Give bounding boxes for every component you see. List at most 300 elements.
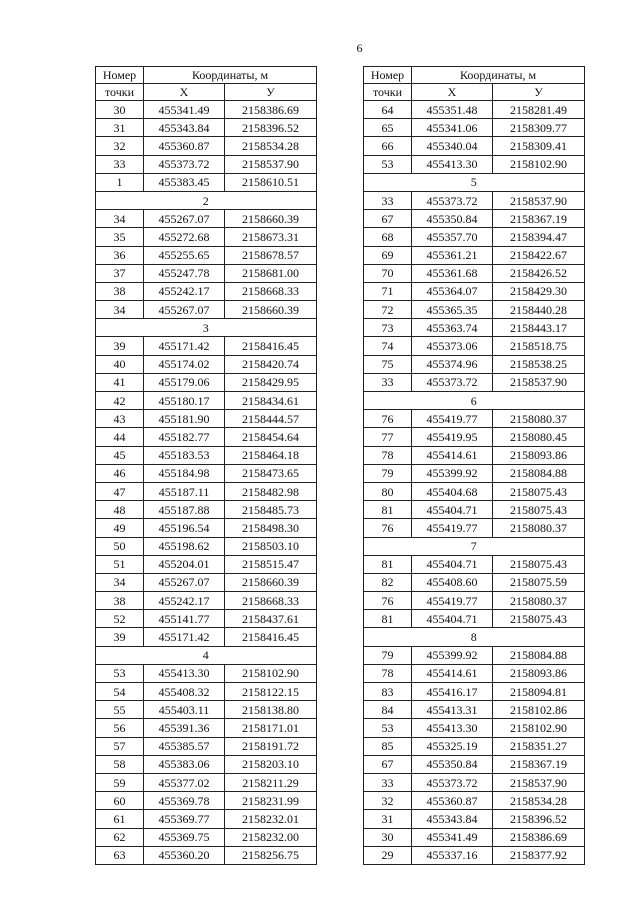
x-coordinate-cell: 455183.53 bbox=[144, 446, 225, 464]
table-row bbox=[364, 428, 585, 446]
y-coordinate-cell: 2158232.00 bbox=[225, 828, 317, 846]
x-coordinate-cell: 455341.06 bbox=[412, 119, 493, 137]
x-coordinate-cell: 455385.57 bbox=[144, 737, 225, 755]
point-number-cell: 63 bbox=[96, 846, 144, 864]
point-number-cell: 33 bbox=[96, 155, 144, 173]
point-number-header-line2: точки bbox=[96, 84, 144, 101]
point-number-cell: 64 bbox=[364, 101, 412, 119]
coordinates-header: Координаты, м bbox=[412, 67, 585, 84]
point-number-cell: 57 bbox=[96, 737, 144, 755]
x-coordinate-cell: 455374.96 bbox=[412, 355, 493, 373]
point-number-cell: 32 bbox=[96, 137, 144, 155]
x-coordinate-cell: 455325.19 bbox=[412, 737, 493, 755]
point-number-cell: 34 bbox=[96, 573, 144, 591]
x-column-header: X bbox=[412, 84, 493, 101]
y-coordinate-cell: 2158518.75 bbox=[493, 337, 585, 355]
x-coordinate-cell: 455187.88 bbox=[144, 501, 225, 519]
point-number-cell: 61 bbox=[96, 810, 144, 828]
table-row bbox=[96, 737, 317, 755]
x-coordinate-cell: 455204.01 bbox=[144, 555, 225, 573]
y-coordinate-cell: 2158678.57 bbox=[225, 246, 317, 264]
x-coordinate-cell: 455377.02 bbox=[144, 773, 225, 791]
table-header bbox=[96, 67, 317, 101]
y-coordinate-cell: 2158437.61 bbox=[225, 610, 317, 628]
y-coordinate-cell: 2158440.28 bbox=[493, 301, 585, 319]
table-row bbox=[96, 537, 317, 555]
table-row bbox=[364, 846, 585, 864]
y-coordinate-cell: 2158394.47 bbox=[493, 228, 585, 246]
point-number-cell: 43 bbox=[96, 410, 144, 428]
y-coordinate-cell: 2158102.90 bbox=[225, 664, 317, 682]
y-coordinate-cell: 2158231.99 bbox=[225, 792, 317, 810]
x-coordinate-cell: 455413.31 bbox=[412, 701, 493, 719]
x-coordinate-cell: 455341.49 bbox=[144, 101, 225, 119]
table-row bbox=[96, 228, 317, 246]
y-coordinate-cell: 2158256.75 bbox=[225, 846, 317, 864]
y-coordinate-cell: 2158668.33 bbox=[225, 592, 317, 610]
table-row bbox=[364, 155, 585, 173]
table-row bbox=[96, 246, 317, 264]
table-row bbox=[96, 701, 317, 719]
table-row bbox=[364, 755, 585, 773]
point-number-cell: 80 bbox=[364, 482, 412, 500]
y-coordinate-cell: 2158538.25 bbox=[493, 355, 585, 373]
table-row bbox=[364, 373, 585, 391]
x-coordinate-cell: 455369.78 bbox=[144, 792, 225, 810]
point-number-cell: 78 bbox=[364, 446, 412, 464]
point-number-cell: 65 bbox=[364, 119, 412, 137]
table-row bbox=[96, 428, 317, 446]
x-coordinate-cell: 455369.75 bbox=[144, 828, 225, 846]
table-row bbox=[364, 355, 585, 373]
point-number-cell: 67 bbox=[364, 755, 412, 773]
x-coordinate-cell: 455357.70 bbox=[412, 228, 493, 246]
y-coordinate-cell: 2158422.67 bbox=[493, 246, 585, 264]
x-coordinate-cell: 455180.17 bbox=[144, 392, 225, 410]
point-number-cell: 46 bbox=[96, 464, 144, 482]
section-row bbox=[96, 191, 317, 209]
point-number-cell: 49 bbox=[96, 519, 144, 537]
y-coordinate-cell: 2158075.43 bbox=[493, 501, 585, 519]
y-coordinate-cell: 2158309.77 bbox=[493, 119, 585, 137]
x-coordinate-cell: 455404.68 bbox=[412, 482, 493, 500]
x-coordinate-cell: 455414.61 bbox=[412, 446, 493, 464]
point-number-cell: 77 bbox=[364, 428, 412, 446]
table-row bbox=[96, 482, 317, 500]
point-number-cell: 39 bbox=[96, 337, 144, 355]
section-number: 4 bbox=[96, 646, 317, 664]
point-number-cell: 56 bbox=[96, 719, 144, 737]
x-coordinate-cell: 455373.72 bbox=[412, 191, 493, 209]
x-coordinate-cell: 455255.65 bbox=[144, 246, 225, 264]
table-row bbox=[96, 210, 317, 228]
x-coordinate-cell: 455383.06 bbox=[144, 755, 225, 773]
y-coordinate-cell: 2158534.28 bbox=[493, 792, 585, 810]
y-coordinate-cell: 2158191.72 bbox=[225, 737, 317, 755]
point-number-cell: 58 bbox=[96, 755, 144, 773]
x-coordinate-cell: 455350.84 bbox=[412, 755, 493, 773]
y-coordinate-cell: 2158138.80 bbox=[225, 701, 317, 719]
point-number-cell: 81 bbox=[364, 501, 412, 519]
y-coordinate-cell: 2158386.69 bbox=[225, 101, 317, 119]
table-body-right bbox=[364, 101, 585, 865]
point-number-cell: 30 bbox=[96, 101, 144, 119]
x-coordinate-cell: 455141.77 bbox=[144, 610, 225, 628]
y-coordinate-cell: 2158367.19 bbox=[493, 210, 585, 228]
point-number-cell: 79 bbox=[364, 464, 412, 482]
x-coordinate-cell: 455419.77 bbox=[412, 519, 493, 537]
y-coordinate-cell: 2158080.37 bbox=[493, 519, 585, 537]
table-row bbox=[364, 446, 585, 464]
x-coordinate-cell: 455198.62 bbox=[144, 537, 225, 555]
y-coordinate-cell: 2158102.86 bbox=[493, 701, 585, 719]
y-coordinate-cell: 2158122.15 bbox=[225, 683, 317, 701]
y-coordinate-cell: 2158498.30 bbox=[225, 519, 317, 537]
x-coordinate-cell: 455363.74 bbox=[412, 319, 493, 337]
table-row bbox=[364, 519, 585, 537]
table-row bbox=[96, 519, 317, 537]
y-coordinate-cell: 2158075.43 bbox=[493, 610, 585, 628]
y-coordinate-cell: 2158473.65 bbox=[225, 464, 317, 482]
point-number-cell: 83 bbox=[364, 683, 412, 701]
y-coordinate-cell: 2158080.37 bbox=[493, 592, 585, 610]
point-number-cell: 36 bbox=[96, 246, 144, 264]
x-coordinate-cell: 455182.77 bbox=[144, 428, 225, 446]
table-row bbox=[364, 482, 585, 500]
y-coordinate-cell: 2158084.88 bbox=[493, 646, 585, 664]
y-coordinate-cell: 2158464.18 bbox=[225, 446, 317, 464]
table-row bbox=[96, 264, 317, 282]
x-coordinate-cell: 455419.95 bbox=[412, 428, 493, 446]
point-number-cell: 60 bbox=[96, 792, 144, 810]
x-coordinate-cell: 455413.30 bbox=[412, 719, 493, 737]
point-number-cell: 47 bbox=[96, 482, 144, 500]
point-number-cell: 44 bbox=[96, 428, 144, 446]
point-number-cell: 54 bbox=[96, 683, 144, 701]
table-row bbox=[96, 664, 317, 682]
table-row bbox=[96, 464, 317, 482]
table-row bbox=[364, 119, 585, 137]
table-row bbox=[96, 282, 317, 300]
point-number-cell: 73 bbox=[364, 319, 412, 337]
x-coordinate-cell: 455413.30 bbox=[412, 155, 493, 173]
table-row bbox=[96, 719, 317, 737]
table-row bbox=[364, 228, 585, 246]
x-coordinate-cell: 455171.42 bbox=[144, 628, 225, 646]
x-coordinate-cell: 455267.07 bbox=[144, 301, 225, 319]
x-coordinate-cell: 455179.06 bbox=[144, 373, 225, 391]
table-row bbox=[96, 610, 317, 628]
table-row bbox=[96, 755, 317, 773]
x-column-header: X bbox=[144, 84, 225, 101]
x-coordinate-cell: 455414.61 bbox=[412, 664, 493, 682]
x-coordinate-cell: 455360.87 bbox=[412, 792, 493, 810]
x-coordinate-cell: 455403.11 bbox=[144, 701, 225, 719]
y-coordinate-cell: 2158080.37 bbox=[493, 410, 585, 428]
table-row bbox=[96, 773, 317, 791]
x-coordinate-cell: 455408.32 bbox=[144, 683, 225, 701]
point-number-cell: 81 bbox=[364, 610, 412, 628]
point-number-cell: 62 bbox=[96, 828, 144, 846]
table-row bbox=[364, 337, 585, 355]
y-coordinate-cell: 2158537.90 bbox=[493, 773, 585, 791]
y-coordinate-cell: 2158454.64 bbox=[225, 428, 317, 446]
point-number-cell: 59 bbox=[96, 773, 144, 791]
point-number-cell: 31 bbox=[364, 810, 412, 828]
point-number-cell: 51 bbox=[96, 555, 144, 573]
table-row bbox=[364, 828, 585, 846]
y-column-header: У bbox=[493, 84, 585, 101]
point-number-cell: 53 bbox=[364, 155, 412, 173]
table-row bbox=[364, 701, 585, 719]
table-row bbox=[96, 792, 317, 810]
y-coordinate-cell: 2158084.88 bbox=[493, 464, 585, 482]
y-coordinate-cell: 2158416.45 bbox=[225, 628, 317, 646]
coordinates-table-left bbox=[95, 66, 317, 865]
point-number-cell: 53 bbox=[96, 664, 144, 682]
x-coordinate-cell: 455404.71 bbox=[412, 555, 493, 573]
section-row bbox=[364, 537, 585, 555]
y-coordinate-cell: 2158515.47 bbox=[225, 555, 317, 573]
x-coordinate-cell: 455399.92 bbox=[412, 646, 493, 664]
x-coordinate-cell: 455373.72 bbox=[144, 155, 225, 173]
point-number-cell: 50 bbox=[96, 537, 144, 555]
y-coordinate-cell: 2158102.90 bbox=[493, 155, 585, 173]
table-row bbox=[96, 555, 317, 573]
section-number: 6 bbox=[364, 392, 585, 410]
x-coordinate-cell: 455341.49 bbox=[412, 828, 493, 846]
point-number-cell: 40 bbox=[96, 355, 144, 373]
section-row bbox=[96, 646, 317, 664]
y-coordinate-cell: 2158171.01 bbox=[225, 719, 317, 737]
section-row bbox=[364, 392, 585, 410]
table-row bbox=[96, 592, 317, 610]
y-coordinate-cell: 2158660.39 bbox=[225, 301, 317, 319]
point-number-cell: 78 bbox=[364, 664, 412, 682]
point-number-header: Номер bbox=[364, 67, 412, 84]
y-coordinate-cell: 2158102.90 bbox=[493, 719, 585, 737]
x-coordinate-cell: 455364.07 bbox=[412, 282, 493, 300]
y-coordinate-cell: 2158429.95 bbox=[225, 373, 317, 391]
x-coordinate-cell: 455419.77 bbox=[412, 410, 493, 428]
y-coordinate-cell: 2158211.29 bbox=[225, 773, 317, 791]
x-coordinate-cell: 455373.72 bbox=[412, 373, 493, 391]
y-coordinate-cell: 2158485.73 bbox=[225, 501, 317, 519]
point-number-cell: 37 bbox=[96, 264, 144, 282]
table-row bbox=[364, 555, 585, 573]
x-coordinate-cell: 455343.84 bbox=[412, 810, 493, 828]
point-number-cell: 74 bbox=[364, 337, 412, 355]
table-row bbox=[364, 464, 585, 482]
point-number-cell: 84 bbox=[364, 701, 412, 719]
table-row bbox=[364, 737, 585, 755]
point-number-cell: 34 bbox=[96, 210, 144, 228]
x-coordinate-cell: 455350.84 bbox=[412, 210, 493, 228]
x-coordinate-cell: 455383.45 bbox=[144, 173, 225, 191]
table-row bbox=[96, 828, 317, 846]
point-number-cell: 33 bbox=[364, 773, 412, 791]
x-coordinate-cell: 455242.17 bbox=[144, 282, 225, 300]
y-coordinate-cell: 2158660.39 bbox=[225, 210, 317, 228]
table-row bbox=[364, 410, 585, 428]
y-coordinate-cell: 2158309.41 bbox=[493, 137, 585, 155]
y-coordinate-cell: 2158429.30 bbox=[493, 282, 585, 300]
y-coordinate-cell: 2158660.39 bbox=[225, 573, 317, 591]
y-coordinate-cell: 2158093.86 bbox=[493, 664, 585, 682]
x-coordinate-cell: 455413.30 bbox=[144, 664, 225, 682]
page-number: 6 bbox=[356, 41, 363, 55]
x-coordinate-cell: 455408.60 bbox=[412, 573, 493, 591]
point-number-cell: 48 bbox=[96, 501, 144, 519]
point-number-cell: 35 bbox=[96, 228, 144, 246]
y-coordinate-cell: 2158416.45 bbox=[225, 337, 317, 355]
x-coordinate-cell: 455187.11 bbox=[144, 482, 225, 500]
y-coordinate-cell: 2158503.10 bbox=[225, 537, 317, 555]
point-number-cell: 45 bbox=[96, 446, 144, 464]
point-number-cell: 82 bbox=[364, 573, 412, 591]
x-coordinate-cell: 455369.77 bbox=[144, 810, 225, 828]
table-row bbox=[96, 173, 317, 191]
point-number-cell: 71 bbox=[364, 282, 412, 300]
point-number-cell: 69 bbox=[364, 246, 412, 264]
point-number-cell: 38 bbox=[96, 592, 144, 610]
point-number-cell: 81 bbox=[364, 555, 412, 573]
x-coordinate-cell: 455242.17 bbox=[144, 592, 225, 610]
point-number-cell: 41 bbox=[96, 373, 144, 391]
table-row bbox=[364, 646, 585, 664]
point-number-cell: 53 bbox=[364, 719, 412, 737]
y-coordinate-cell: 2158443.17 bbox=[493, 319, 585, 337]
y-coordinate-cell: 2158681.00 bbox=[225, 264, 317, 282]
x-coordinate-cell: 455360.87 bbox=[144, 137, 225, 155]
y-coordinate-cell: 2158610.51 bbox=[225, 173, 317, 191]
x-coordinate-cell: 455365.35 bbox=[412, 301, 493, 319]
point-number-cell: 55 bbox=[96, 701, 144, 719]
point-number-cell: 1 bbox=[96, 173, 144, 191]
table-row bbox=[364, 282, 585, 300]
coordinates-header: Координаты, м bbox=[144, 67, 317, 84]
point-number-cell: 76 bbox=[364, 410, 412, 428]
table-row bbox=[96, 392, 317, 410]
table-row bbox=[96, 573, 317, 591]
table-row bbox=[96, 810, 317, 828]
y-coordinate-cell: 2158075.43 bbox=[493, 555, 585, 573]
x-coordinate-cell: 455181.90 bbox=[144, 410, 225, 428]
x-coordinate-cell: 455351.48 bbox=[412, 101, 493, 119]
section-row bbox=[364, 173, 585, 191]
section-number: 8 bbox=[364, 628, 585, 646]
x-coordinate-cell: 455361.21 bbox=[412, 246, 493, 264]
table-row bbox=[364, 137, 585, 155]
point-number-cell: 68 bbox=[364, 228, 412, 246]
y-coordinate-cell: 2158377.92 bbox=[493, 846, 585, 864]
x-coordinate-cell: 455404.71 bbox=[412, 610, 493, 628]
point-number-cell: 70 bbox=[364, 264, 412, 282]
y-coordinate-cell: 2158537.90 bbox=[225, 155, 317, 173]
point-number-cell: 33 bbox=[364, 191, 412, 209]
table-row bbox=[96, 410, 317, 428]
x-coordinate-cell: 455171.42 bbox=[144, 337, 225, 355]
y-coordinate-cell: 2158094.81 bbox=[493, 683, 585, 701]
point-number-cell: 31 bbox=[96, 119, 144, 137]
table-row bbox=[364, 191, 585, 209]
x-coordinate-cell: 455343.84 bbox=[144, 119, 225, 137]
y-coordinate-cell: 2158668.33 bbox=[225, 282, 317, 300]
y-coordinate-cell: 2158281.49 bbox=[493, 101, 585, 119]
table-row bbox=[364, 264, 585, 282]
point-number-header: Номер bbox=[96, 67, 144, 84]
point-number-cell: 52 bbox=[96, 610, 144, 628]
point-number-cell: 76 bbox=[364, 592, 412, 610]
table-row bbox=[96, 301, 317, 319]
table-row bbox=[96, 501, 317, 519]
point-number-cell: 33 bbox=[364, 373, 412, 391]
table-row bbox=[96, 373, 317, 391]
y-coordinate-cell: 2158075.59 bbox=[493, 573, 585, 591]
table-row bbox=[96, 101, 317, 119]
table-row bbox=[96, 119, 317, 137]
y-column-header: У bbox=[225, 84, 317, 101]
table-row bbox=[96, 137, 317, 155]
point-number-cell: 30 bbox=[364, 828, 412, 846]
x-coordinate-cell: 455272.68 bbox=[144, 228, 225, 246]
section-number: 2 bbox=[96, 191, 317, 209]
point-number-header-line2: точки bbox=[364, 84, 412, 101]
coordinates-table-right bbox=[363, 66, 585, 865]
x-coordinate-cell: 455419.77 bbox=[412, 592, 493, 610]
y-coordinate-cell: 2158203.10 bbox=[225, 755, 317, 773]
y-coordinate-cell: 2158534.28 bbox=[225, 137, 317, 155]
x-coordinate-cell: 455267.07 bbox=[144, 210, 225, 228]
x-coordinate-cell: 455399.92 bbox=[412, 464, 493, 482]
section-number: 5 bbox=[364, 173, 585, 191]
table-row bbox=[364, 664, 585, 682]
point-number-cell: 29 bbox=[364, 846, 412, 864]
section-row bbox=[364, 628, 585, 646]
table-row bbox=[96, 628, 317, 646]
y-coordinate-cell: 2158537.90 bbox=[493, 373, 585, 391]
table-row bbox=[364, 610, 585, 628]
x-coordinate-cell: 455360.20 bbox=[144, 846, 225, 864]
x-coordinate-cell: 455184.98 bbox=[144, 464, 225, 482]
point-number-cell: 67 bbox=[364, 210, 412, 228]
table-row bbox=[364, 792, 585, 810]
x-coordinate-cell: 455247.78 bbox=[144, 264, 225, 282]
x-coordinate-cell: 455373.06 bbox=[412, 337, 493, 355]
table-row bbox=[364, 246, 585, 264]
table-row bbox=[364, 592, 585, 610]
point-number-cell: 76 bbox=[364, 519, 412, 537]
point-number-cell: 38 bbox=[96, 282, 144, 300]
y-coordinate-cell: 2158386.69 bbox=[493, 828, 585, 846]
y-coordinate-cell: 2158444.57 bbox=[225, 410, 317, 428]
table-row bbox=[364, 301, 585, 319]
x-coordinate-cell: 455267.07 bbox=[144, 573, 225, 591]
y-coordinate-cell: 2158673.31 bbox=[225, 228, 317, 246]
table-row bbox=[364, 810, 585, 828]
table-row bbox=[364, 210, 585, 228]
section-row bbox=[96, 319, 317, 337]
y-coordinate-cell: 2158080.45 bbox=[493, 428, 585, 446]
point-number-cell: 32 bbox=[364, 792, 412, 810]
point-number-cell: 66 bbox=[364, 137, 412, 155]
table-row bbox=[96, 683, 317, 701]
y-coordinate-cell: 2158396.52 bbox=[225, 119, 317, 137]
point-number-cell: 42 bbox=[96, 392, 144, 410]
table-body-left bbox=[96, 101, 317, 865]
x-coordinate-cell: 455196.54 bbox=[144, 519, 225, 537]
table-row bbox=[96, 355, 317, 373]
